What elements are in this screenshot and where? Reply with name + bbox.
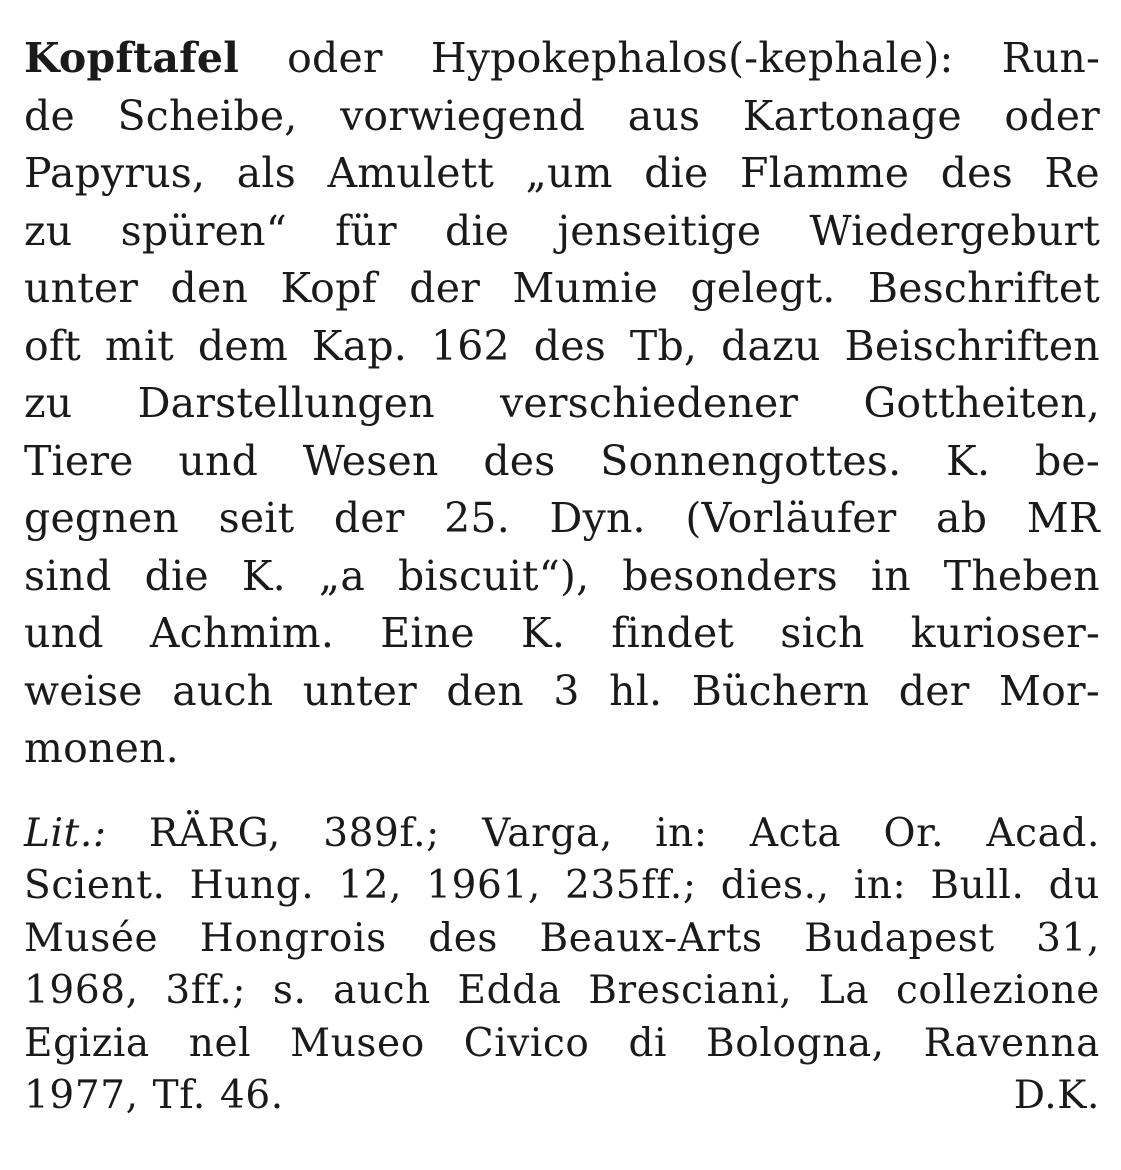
word: nel xyxy=(188,1020,252,1066)
word: zu xyxy=(24,206,73,255)
word: kurioser- xyxy=(910,609,1100,657)
word: s. xyxy=(272,968,307,1013)
word: auch xyxy=(172,666,274,715)
word: der xyxy=(333,494,405,542)
text-line xyxy=(24,318,1100,376)
word: Varga, xyxy=(482,810,613,856)
word: Re xyxy=(1044,149,1100,197)
word: sich xyxy=(780,609,865,657)
word: Egizia xyxy=(24,1020,150,1066)
text-line xyxy=(24,88,1100,146)
word: vorwiegend xyxy=(340,91,586,140)
word: Mumie xyxy=(512,264,659,312)
literature-label: Lit.: xyxy=(24,810,107,856)
word: Mor- xyxy=(998,666,1100,715)
text-line xyxy=(24,720,1100,778)
word: 1968, xyxy=(24,968,139,1013)
word: dazu xyxy=(721,321,821,370)
word: sind xyxy=(24,551,112,600)
word: (Vorläufer xyxy=(685,494,897,542)
word: 3ff.; xyxy=(165,968,247,1013)
word: 46. xyxy=(219,1073,284,1118)
word: findet xyxy=(611,609,735,657)
word: 31, xyxy=(1036,915,1100,961)
word: Amulett xyxy=(327,149,495,197)
literature-line xyxy=(24,808,1100,861)
word: unter xyxy=(24,264,139,312)
word: Civico xyxy=(463,1020,590,1066)
word: RÄRG, xyxy=(148,810,281,856)
word: hl. xyxy=(609,666,663,715)
word: Tiere xyxy=(24,436,134,485)
word: Scheibe, xyxy=(117,91,298,140)
word: Kopf xyxy=(280,264,377,312)
literature-line xyxy=(24,860,1100,913)
word: Papyrus, xyxy=(24,149,206,197)
word: Flamme xyxy=(739,149,910,197)
word: be- xyxy=(1034,436,1100,485)
word: oft xyxy=(24,321,81,370)
word: Run- xyxy=(1001,34,1100,82)
word: für xyxy=(335,206,397,255)
word: und xyxy=(178,436,259,485)
word: Dyn. xyxy=(549,494,646,542)
word: du xyxy=(1048,863,1100,908)
word: 235ff.; xyxy=(564,863,697,908)
text-line xyxy=(24,375,1100,433)
text-line xyxy=(24,605,1100,663)
word: 162 xyxy=(430,321,510,370)
word: in: xyxy=(853,863,907,908)
word: Hongrois xyxy=(199,915,387,961)
word: in xyxy=(870,551,911,600)
word: Budapest xyxy=(804,915,995,961)
word: in: xyxy=(655,810,708,856)
word: des xyxy=(428,915,499,961)
word: di xyxy=(628,1020,668,1066)
word: mit xyxy=(104,321,174,370)
word: die xyxy=(644,149,709,197)
word: des xyxy=(483,436,556,485)
word: Bologna, xyxy=(706,1020,885,1066)
word: Tf. xyxy=(152,1073,206,1118)
word: Hypokephalos(-kephale): xyxy=(430,34,954,82)
word: „um xyxy=(525,149,613,197)
word: K. xyxy=(241,551,286,600)
word: die xyxy=(144,551,209,600)
word: Bresciani, xyxy=(588,968,793,1013)
word: Ravenna xyxy=(923,1020,1100,1066)
word: Eine xyxy=(380,609,475,657)
word: oder xyxy=(1004,91,1100,140)
word: Achmim. xyxy=(149,609,335,657)
word: verschiedener xyxy=(500,379,799,427)
word: de xyxy=(24,91,75,140)
word: ab xyxy=(936,494,988,542)
literature-line xyxy=(24,965,1100,1018)
word: Bull. xyxy=(930,863,1025,908)
author-signature: D.K. xyxy=(1013,1073,1100,1118)
word: „a xyxy=(318,551,365,600)
word: dem xyxy=(197,321,288,370)
word: den xyxy=(446,666,524,715)
word: 12, xyxy=(338,863,403,908)
word: der xyxy=(898,666,970,715)
page xyxy=(24,30,1100,1123)
text-line xyxy=(24,433,1100,491)
word: Acta xyxy=(749,810,842,856)
word: jenseitige xyxy=(557,206,762,255)
word: besonders xyxy=(622,551,838,600)
word: die xyxy=(445,206,510,255)
word: dies., xyxy=(720,863,830,908)
literature-line xyxy=(24,1070,1100,1123)
word: spüren“ xyxy=(120,206,287,255)
word: 1961, xyxy=(426,863,541,908)
word: monen. xyxy=(24,724,179,772)
word: Beschriftet xyxy=(867,264,1100,312)
word: des xyxy=(533,321,606,370)
word: Büchern xyxy=(691,666,870,715)
word: Tb, xyxy=(629,321,698,370)
word: auch xyxy=(333,968,431,1013)
word: K. xyxy=(946,436,991,485)
word: Hung. xyxy=(189,863,315,908)
encyclopedia-entry xyxy=(24,30,1100,778)
word: weise xyxy=(24,666,143,715)
word: 389f.; xyxy=(323,810,440,856)
word: als xyxy=(236,149,296,197)
word: 3 xyxy=(553,666,580,715)
word: MR xyxy=(1026,494,1100,542)
word: collezione xyxy=(895,968,1100,1013)
word: Museo xyxy=(290,1020,425,1066)
word: und xyxy=(24,609,104,657)
word: zu xyxy=(24,379,73,427)
text-line xyxy=(24,30,1100,88)
headword: Kopftafel xyxy=(24,34,239,82)
word: La xyxy=(818,968,870,1013)
word: aus xyxy=(627,91,701,140)
word: der xyxy=(409,264,480,312)
word: 25. xyxy=(444,494,510,542)
text-line xyxy=(24,663,1100,721)
word: Acad. xyxy=(986,810,1100,856)
literature-line xyxy=(24,913,1100,966)
word: Scient. xyxy=(24,863,166,908)
text-line xyxy=(24,203,1100,261)
word: Gottheiten, xyxy=(863,379,1100,427)
text-line xyxy=(24,145,1100,203)
word: Sonnengottes. xyxy=(600,436,902,485)
word: Darstellungen xyxy=(137,379,435,427)
word: Kartonage xyxy=(742,91,962,140)
word: Wesen xyxy=(302,436,439,485)
word: Beaux-Arts xyxy=(539,915,763,961)
word: Or. xyxy=(883,810,945,856)
word: gegnen xyxy=(24,494,180,542)
word: 1977, xyxy=(24,1073,139,1118)
word: K. xyxy=(520,609,566,657)
word: Kap. xyxy=(311,321,408,370)
text-line xyxy=(24,548,1100,606)
word: gelegt. xyxy=(690,264,836,312)
word: Theben xyxy=(943,551,1100,600)
word: seit xyxy=(218,494,295,542)
word: unter xyxy=(302,666,417,715)
text-line xyxy=(24,260,1100,318)
word: den xyxy=(170,264,249,312)
word: Beischriften xyxy=(844,321,1100,370)
literature-section xyxy=(24,808,1100,1123)
word: des xyxy=(940,149,1013,197)
word: oder xyxy=(287,34,383,82)
word: Wiedergeburt xyxy=(809,206,1100,255)
word: Edda xyxy=(457,968,562,1013)
word: Musée xyxy=(24,915,159,961)
word: biscuit“), xyxy=(397,551,590,600)
text-line xyxy=(24,490,1100,548)
literature-line xyxy=(24,1018,1100,1071)
